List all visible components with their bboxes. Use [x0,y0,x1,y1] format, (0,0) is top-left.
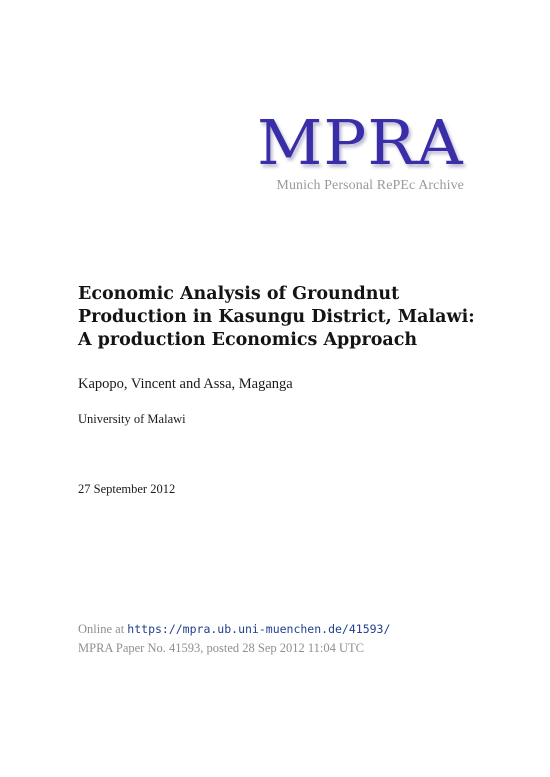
footer [78,620,390,658]
paper-date: 27 September 2012 [78,482,176,496]
paper-authors: Kapopo, Vincent and Assa, Maganga [78,376,293,392]
title-line: A production Economics Approach [78,330,418,350]
title-line: Production in Kasungu District, Malawi: [78,307,475,327]
paper-url-link[interactable]: https://mpra.ub.uni-muenchen.de/41593/ [127,622,391,636]
paper-affiliation: University of Malawi [78,412,186,426]
logo-subtitle: Munich Personal RePEc Archive [276,178,464,193]
mpra-logo [257,106,464,194]
logo-wordmark: MPRA [257,106,464,179]
title-line: Economic Analysis of Groundnut [78,284,400,304]
footer-online-line [78,620,390,639]
paper-title [78,283,498,352]
paper-info: MPRA Paper No. 41593, posted 28 Sep 2012 11:04 UTC [78,641,364,655]
online-prefix: Online at [78,622,125,636]
